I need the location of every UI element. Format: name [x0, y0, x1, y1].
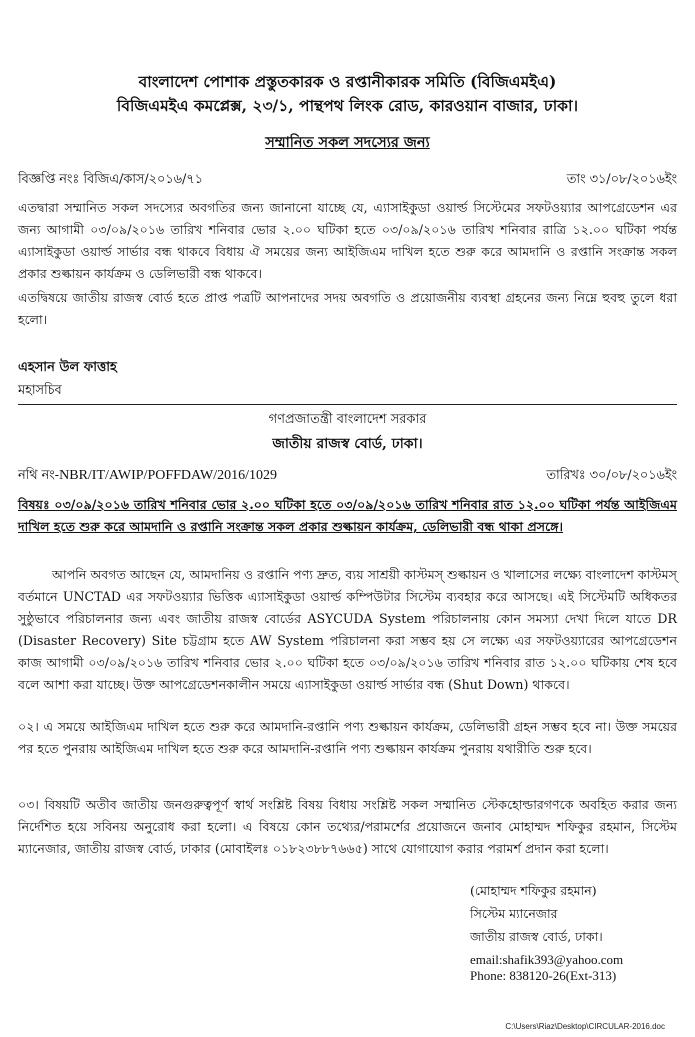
letter-file-row — [18, 466, 677, 487]
org-name: বাংলাদেশ পোশাক প্রস্তুতকারক ও রপ্তানীকারক সমিতি (বিজিএমইএ) — [138, 72, 557, 91]
signature-phone: Phone: 838120-26(Ext-313) — [470, 968, 617, 983]
notice-ref: বিজ্ঞপ্তি নংঃ বিজিএ/কাস/২০১৬/৭১ — [18, 172, 203, 187]
letter-date: তারিখঃ ৩০/০৮/২০১৬ইং — [546, 468, 677, 483]
letter-body-paragraph-2: ০২। এ সময়ে আইজিএম দাখিল হতে শুরু করে আমদানি-রপ্তানি পণ্য শুল্কায়ন কার্যক্রম, ডেলিভারী গ্রহন সম্ভব হবে না। উক্ত সময়ের পর হতে পুনরায় আইজিএম দাখিল হতে শুরু করে আমদানি-রপ্তানি পণ্য শুল্কায়ন কার্যক্রম পুনরায় যথারীতি শুরু হবে। — [18, 719, 677, 756]
letter-body-paragraph-3: ০৩। বিষয়টি অতীব জাতীয় জনগুরুত্বপূর্ণ স্বার্থ সংশ্লিষ্ট বিষয় বিধায় সংশ্লিষ্ট সকল সম্মানিত স্টেকহোল্ডারগণকে অবহিত করার জন্য নির্দেশিত হয়ে সবিনয় অনুরোধ করা হলো। এ বিষয়ে কোন তথ্যের/পরামর্শের প্রয়োজনে জনাব মোহাম্মদ শফিকুর রহমান, সিস্টেম ম্যানেজার, জাতীয় রাজস্ব বোর্ড, ঢাকার (মোবাইলঃ ০১৮২৩৮৮৭৬৬৫) সাথে যোগাযোগ করার পরামর্শ প্রদান করা হলো। — [18, 797, 677, 856]
letter-file-number: নথি নং-NBR/IT/AWIP/POFFDAW/2016/1029 — [18, 468, 278, 483]
signature-name: (মোহাম্মদ শফিকুর রহমান) — [470, 883, 597, 898]
notice-paragraph-1: এতদ্বারা সম্মানিত সকল সদস্যের অবগতির জন্য জানানো যাচ্ছে যে, এ্যাসাইকুডা ওয়ার্ল্ড সিস্টেমের সফটওয়্যার আপগ্রেডেশন এর জন্য আগামী ০৩/০৯/২০১৬ তারিখ শনিবার ভোর ২.০০ ঘটিকা হতে ০৩/০৯/২০১৬ তারিখ শনিবার রাত্রি ১২.০০ ঘটিকা পর্যন্ত এ্যাসাইকুডা ওয়ার্ল্ড সার্ভার বন্ধ থাকবে বিধায় ঐ সময়ের জন্য আইজিএম দাখিল হতে শুরু করে আমদানি ও রপ্তানি সংক্রান্ত সকল প্রকার শুল্কায়ন কার্যক্রম ও ডেলিভারী বন্ধ থাকবে। — [18, 200, 677, 281]
letter-subject: বিষয়ঃ ০৩/০৯/২০১৬ তারিখ শনিবার ভোর ২.০০ ঘটিকা হতে ০৩/০৯/২০১৬ তারিখ শনিবার রাত ১২.০০ ঘটিকা পর্যন্ত আইজিএম দাখিল হতে শুরু করে আমদানি ও রপ্তানি সংক্রান্ত সকল প্রকার শুল্কায়ন কার্যক্রম, ডেলিভারী বন্ধ থাকা প্রসঙ্গে। — [18, 497, 677, 534]
letter-body-paragraph-1: আপনি অবগত আছেন যে, আমদানিয় ও রপ্তানি পণ্য দ্রুত, ব্যয় সাশ্রয়ী কাস্টমস্ শুল্কায়ন ও খালাসের লক্ষ্যে বাংলাদেশ কাস্টমস্ বর্তমানে UNCTAD এর সফটওয়্যার ভিত্তিক এ্যাসাইকুডা ওয়ার্ল্ড কম্পিউটার সিস্টেম ব্যবহার করে আসছে। এই সিস্টেমটি অধিকতর সুষ্ঠুভাবে পরিচালনার জন্য এবং জাতীয় রাজস্ব বোর্ডের ASYCUDA System পরিচালনায় কোন সমস্যা দেখা দিলে যাতে DR (Disaster Recovery) Site চট্টগ্রাম হতে AW System পরিচালনা করা সম্ভব হয় সে লক্ষ্যে এর সফটওয়্যারের আপগ্রেডেশন কাজ আগামী ০৩/০৯/২০১৬ তারিখ শনিবার ভোর ২.০০ ঘটিকা হতে ০৩/০৯/২০১৬ তারিখ শনিবার রাত ১২.০০ ঘটিকায় শেষ হবে বলে আশা করা যাচ্ছে। উক্ত আপগ্রেডেশনকালীন সময়ে এ্যাসাইকুডা ওয়ার্ল্ড সার্ভার বন্ধ (Shut Down) থাকবে। — [18, 567, 677, 692]
document-file-path: C:\Users\Riaz\Desktop\CIRCULAR-2016.doc — [505, 1022, 665, 1031]
notice-date: তাং ৩১/০৮/২০১৬ইং — [566, 172, 677, 187]
signer-name: এহসান উল ফাত্তাহ — [18, 360, 117, 375]
divider — [18, 404, 677, 405]
salutation: সম্মানিত সকল সদস্যের জন্য — [265, 134, 430, 151]
letter-government: গণপ্রজাতন্ত্রী বাংলাদেশ সরকার — [268, 412, 427, 427]
letter-board: জাতীয় রাজস্ব বোর্ড, ঢাকা। — [272, 436, 423, 452]
signature-organization: জাতীয় রাজস্ব বোর্ড, ঢাকা। — [470, 929, 603, 944]
signature-title: সিস্টেম ম্যানেজার — [470, 906, 558, 921]
org-address: বিজিএমইএ কমপ্লেক্স, ২৩/১, পান্থপথ লিংক রোড, কারওয়ান বাজার, ঢাকা। — [116, 96, 579, 115]
signature-email: email:shafik393@yahoo.com — [470, 952, 624, 967]
notice-ref-row — [18, 170, 677, 191]
notice-paragraph-2: এতদ্বিষয়ে জাতীয় রাজস্ব বোর্ড হতে প্রাপ্ত পত্রটি আপনাদের সদয় অবগতি ও প্রয়োজনীয় ব্যবস্থা গ্রহনের জন্য নিম্নে হুবহু তুলে ধরা হলো। — [18, 290, 677, 327]
signer-title: মহাসচিব — [18, 383, 62, 398]
